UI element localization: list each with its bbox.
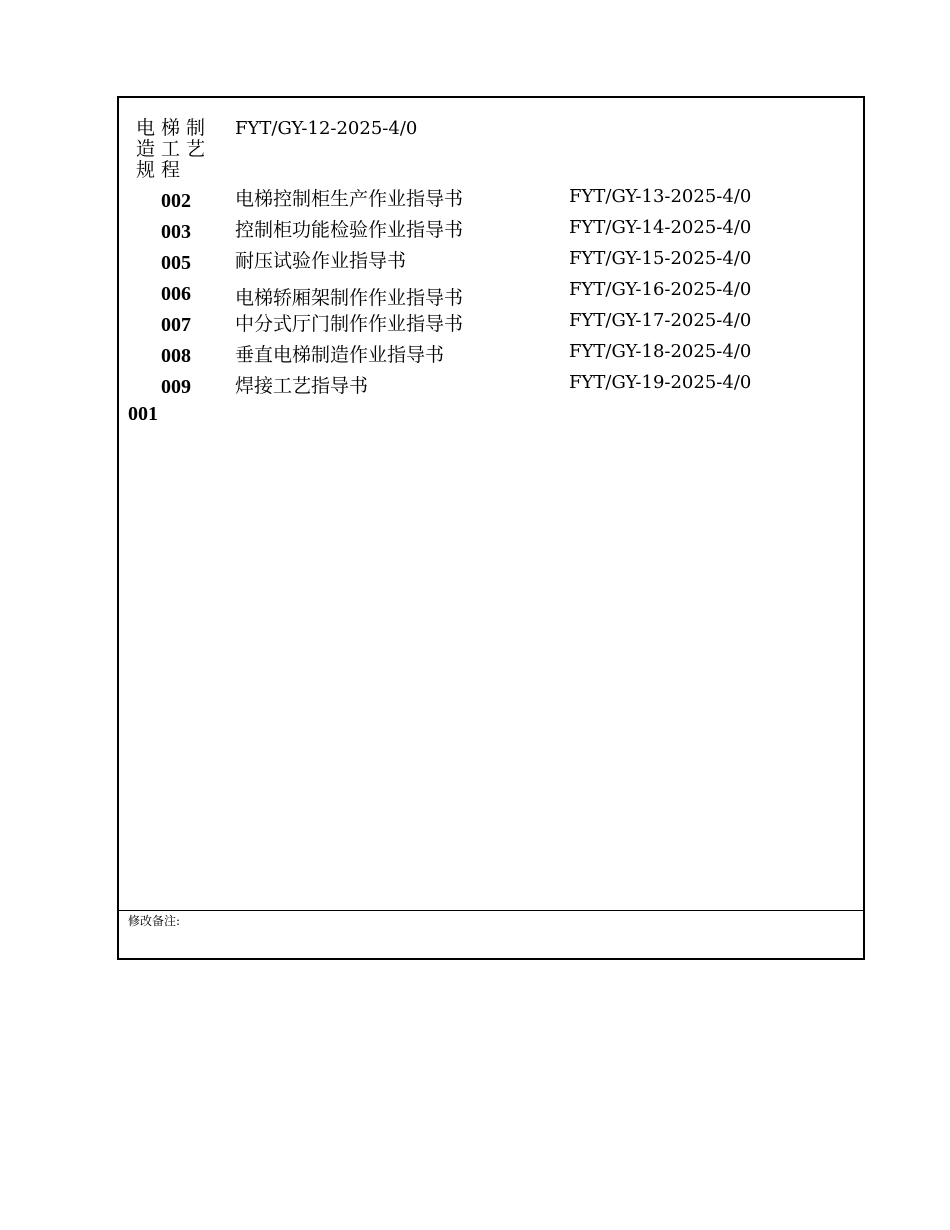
entry-title: 焊接工艺指导书	[235, 375, 369, 397]
remarks-section	[119, 910, 863, 958]
entry-code: FYT/GY-15-2025-4/0	[569, 248, 752, 269]
first-entry-title-text: 电梯制造工艺规程	[136, 117, 212, 181]
entry-number: 009	[161, 376, 191, 398]
entry-number: 003	[161, 221, 191, 243]
entry-code: FYT/GY-16-2025-4/0	[569, 279, 752, 300]
first-entry-title	[136, 118, 226, 181]
entry-title: 电梯轿厢架制作作业指导书	[235, 287, 464, 309]
first-entry-code: FYT/GY-12-2025-4/0	[235, 118, 418, 139]
entry-code: FYT/GY-17-2025-4/0	[569, 310, 752, 331]
entry-number: 005	[161, 252, 191, 274]
entry-number: 008	[161, 345, 191, 367]
entry-number: 002	[161, 190, 191, 212]
entry-title: 控制柜功能检验作业指导书	[235, 219, 464, 241]
entry-code: FYT/GY-14-2025-4/0	[569, 217, 752, 238]
entry-number: 006	[161, 283, 191, 305]
entry-title: 中分式厅门制作作业指导书	[235, 313, 464, 335]
first-entry-number: 001	[128, 403, 158, 425]
entry-code: FYT/GY-19-2025-4/0	[569, 372, 752, 393]
entry-code: FYT/GY-13-2025-4/0	[569, 186, 752, 207]
remarks-label: 修改备注:	[128, 914, 181, 928]
document-frame	[117, 96, 865, 960]
entry-code: FYT/GY-18-2025-4/0	[569, 341, 752, 362]
entry-number: 007	[161, 314, 191, 336]
entry-title: 电梯控制柜生产作业指导书	[235, 188, 464, 210]
entry-title: 垂直电梯制造作业指导书	[235, 344, 445, 366]
entry-title: 耐压试验作业指导书	[235, 250, 407, 272]
